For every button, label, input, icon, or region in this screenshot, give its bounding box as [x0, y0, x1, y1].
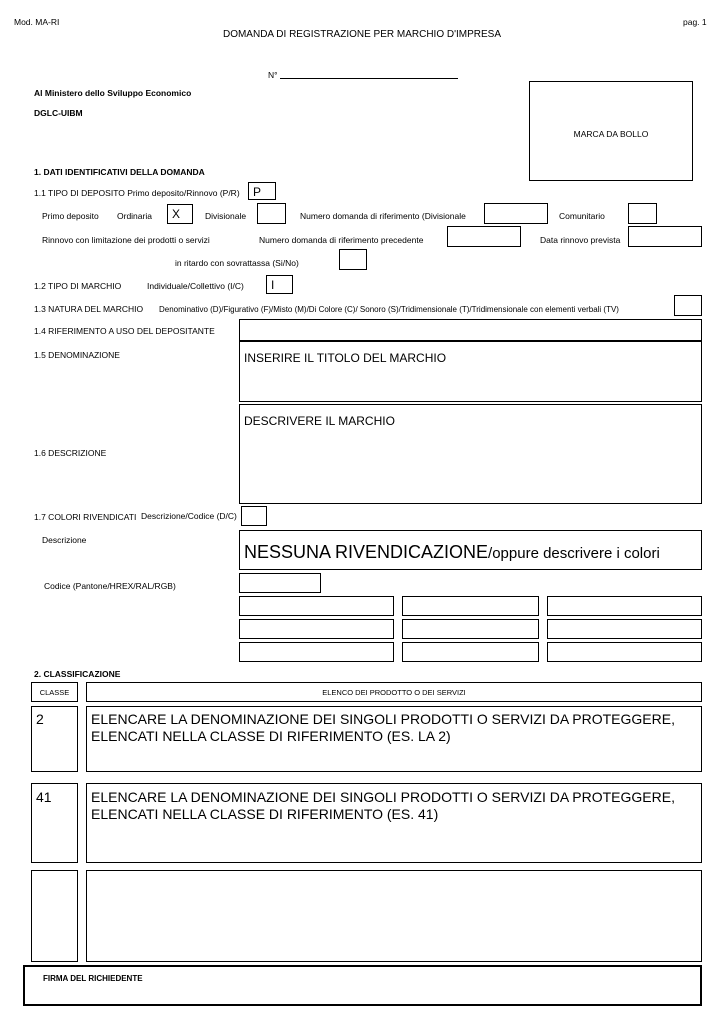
signature-label: FIRMA DEL RICHIEDENTE — [43, 974, 143, 983]
products-cell[interactable] — [86, 870, 702, 962]
colors-code-label: Descrizione/Codice (D/C) — [141, 511, 237, 521]
ordinary-label: Ordinaria — [117, 211, 152, 221]
class-column-header: CLASSE — [31, 682, 78, 702]
codes-label: Codice (Pantone/HREX/RAL/RGB) — [44, 581, 176, 591]
late-surcharge-field[interactable] — [339, 249, 367, 270]
late-surcharge-label: in ritardo con sovrattassa (Si/No) — [175, 258, 299, 268]
colors-code-field[interactable] — [241, 506, 267, 526]
renewal-date-field[interactable] — [628, 226, 702, 247]
form-code: Mod. MA-RI — [14, 17, 60, 27]
colors-desc-field[interactable] — [239, 530, 702, 570]
ref-use-label: 1.4 RIFERIMENTO A USO DEL DEPOSITANTE — [34, 326, 215, 336]
denomination-field[interactable]: INSERIRE IL TITOLO DEL MARCHIO — [239, 341, 702, 402]
community-checkbox[interactable] — [628, 203, 657, 224]
divisional-label: Divisionale — [205, 211, 247, 221]
number-label: N° — [268, 70, 278, 80]
section1-title: 1. DATI IDENTIFICATIVI DELLA DOMANDA — [34, 167, 205, 177]
first-deposit-label: Primo deposito — [42, 211, 99, 221]
code-field[interactable] — [402, 596, 539, 616]
number-field[interactable] — [280, 78, 458, 79]
mark-type-field[interactable]: I — [266, 275, 293, 294]
nature-options: Denominativo (D)/Figurativo (F)/Misto (M)/Di Colore (C)/ Sonoro (S)/Tridimensionale (T)/Tridimensionale con elementi verbali (TV) — [159, 305, 619, 314]
divisional-checkbox[interactable] — [257, 203, 286, 224]
class-cell[interactable] — [31, 870, 78, 962]
code-field[interactable] — [239, 642, 394, 662]
colors-desc-label: Descrizione — [42, 535, 87, 545]
ref-number-field[interactable] — [484, 203, 548, 224]
ref-use-field[interactable] — [239, 319, 702, 341]
ref-number-label: Numero domanda di riferimento (Divisionale — [300, 211, 466, 221]
products-cell[interactable]: ELENCARE LA DENOMINAZIONE DEI SINGOLI PRODOTTI O SERVIZI DA PROTEGGERE, ELENCATI NELLA CLASSE DI RIFERIMENTO (ES. LA 2) — [86, 706, 702, 772]
code-field[interactable] — [547, 619, 702, 639]
code-field-main[interactable] — [239, 573, 321, 593]
prev-number-label: Numero domanda di riferimento precedente — [259, 235, 424, 245]
code-field[interactable] — [402, 642, 539, 662]
mark-type-label: 1.2 TIPO DI MARCHIO — [34, 281, 122, 291]
list-column-header: ELENCO DEI PRODOTTO O DEI SERVIZI — [86, 682, 702, 702]
class-cell[interactable]: 41 — [31, 783, 78, 863]
deposit-type-field[interactable]: P — [248, 182, 276, 200]
ordinary-checkbox[interactable]: X — [167, 204, 193, 224]
code-field[interactable] — [547, 642, 702, 662]
section2-title: 2. CLASSIFICAZIONE — [34, 669, 121, 679]
colors-label: 1.7 COLORI RIVENDICATI — [34, 512, 137, 522]
prev-number-field[interactable] — [447, 226, 521, 247]
products-cell[interactable]: ELENCARE LA DENOMINAZIONE DEI SINGOLI PRODOTTI O SERVIZI DA PROTEGGERE, ELENCATI NELLA CLASSE DI RIFERIMENTO (ES. 41) — [86, 783, 702, 863]
addressee-office: DGLC-UIBM — [34, 108, 83, 118]
nature-label: 1.3 NATURA DEL MARCHIO — [34, 304, 144, 314]
stamp-box — [529, 81, 693, 181]
mark-type-options: Individuale/Collettivo (I/C) — [147, 281, 244, 291]
description-label: 1.6 DESCRIZIONE — [34, 448, 107, 458]
code-field[interactable] — [402, 619, 539, 639]
denomination-label: 1.5 DENOMINAZIONE — [34, 350, 120, 360]
page-number: pag. 1 — [683, 17, 707, 27]
colors-desc-no-claim: NESSUNA RIVENDICAZIONE — [244, 542, 489, 562]
signature-box[interactable] — [23, 965, 702, 1006]
deposit-type-label: 1.1 TIPO DI DEPOSITO Primo deposito/Rinnovo (P/R) — [34, 188, 240, 198]
renewal-label: Rinnovo con limitazione dei prodotti o servizi — [42, 235, 210, 245]
community-label: Comunitario — [559, 211, 605, 221]
nature-field[interactable] — [674, 295, 702, 316]
page-title: DOMANDA DI REGISTRAZIONE PER MARCHIO D'IMPRESA — [222, 29, 502, 40]
code-field[interactable] — [547, 596, 702, 616]
code-field[interactable] — [239, 619, 394, 639]
renewal-date-label: Data rinnovo prevista — [540, 235, 621, 245]
addressee-ministry: Al Ministero dello Sviluppo Economico — [34, 88, 192, 98]
code-field[interactable] — [239, 596, 394, 616]
class-cell[interactable]: 2 — [31, 706, 78, 772]
stamp-label: MARCA DA BOLLO — [573, 129, 649, 139]
description-field[interactable]: DESCRIVERE IL MARCHIO — [239, 404, 702, 504]
colors-desc-alt: /oppure descrivere i colori — [488, 545, 660, 562]
